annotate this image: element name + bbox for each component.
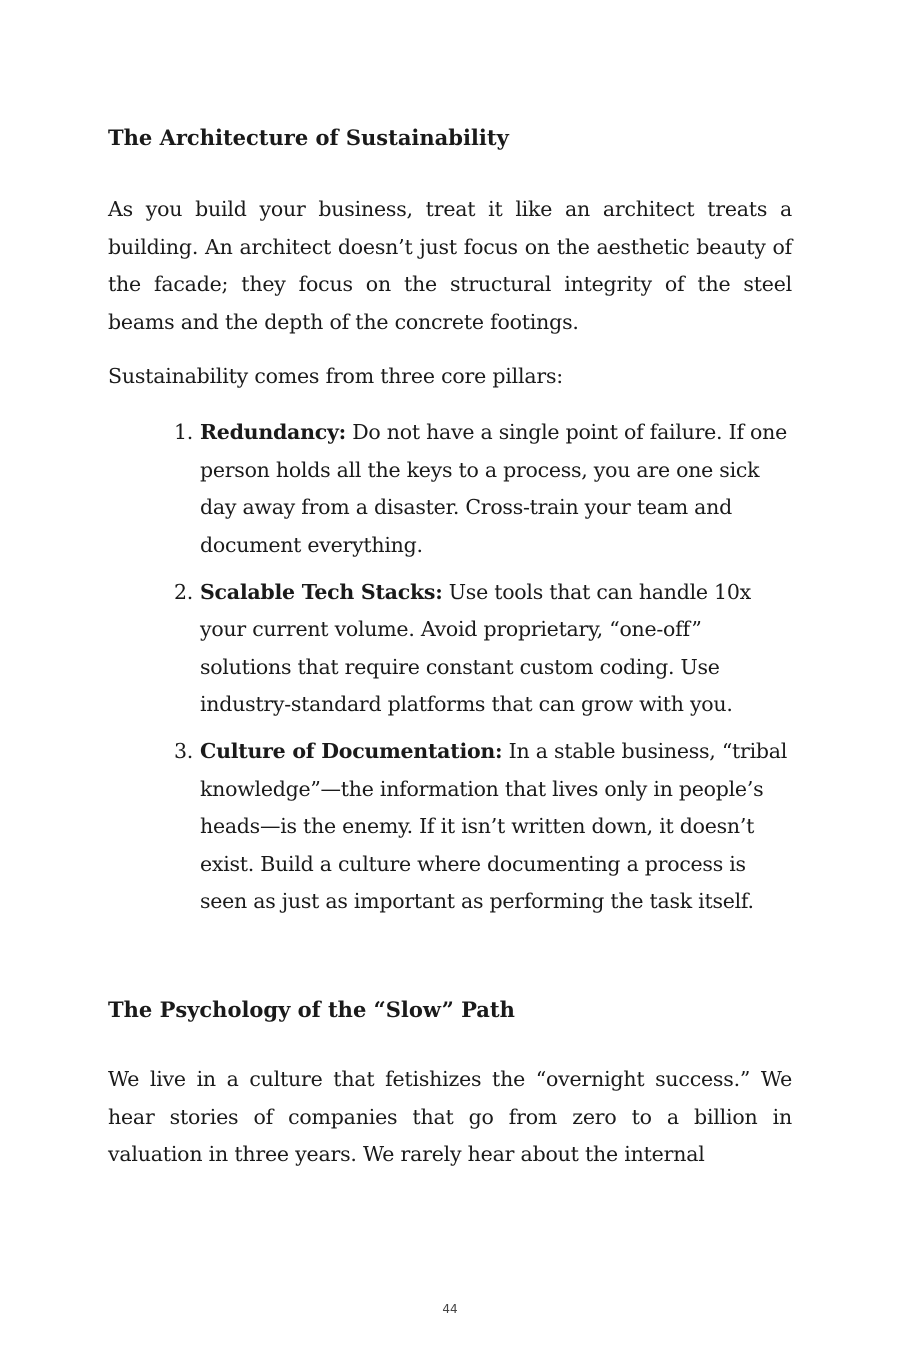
- list-item: [108, 414, 792, 564]
- list-item-title: Redundancy:: [200, 420, 346, 444]
- section-heading: The Architecture of Sustainability: [108, 125, 509, 150]
- list-item: [108, 733, 792, 921]
- list-item-title: Scalable Tech Stacks:: [200, 579, 443, 604]
- pillars-list: [108, 414, 792, 930]
- page-number: 44: [442, 1302, 458, 1316]
- list-item-text: Do not have a single point of failure. If one person holds all the keys to a process, you are one sick day away from a disaster. Cross-train your team and document everything.: [200, 420, 787, 557]
- list-item-number: 2.: [174, 579, 194, 604]
- body-paragraph: We live in a culture that fetishizes the “overnight success.” We hear stories of companies that go from zero to a billion in valuation in three years. We rarely hear about the internal: [108, 1067, 792, 1166]
- list-item-number: 1.: [174, 420, 194, 444]
- body-paragraph: Sustainability comes from three core pillars:: [108, 364, 563, 388]
- list-item: [108, 574, 792, 724]
- list-item-title: Culture of Documentation:: [200, 739, 503, 763]
- section-heading: The Psychology of the “Slow” Path: [108, 997, 515, 1022]
- body-paragraph: As you build your business, treat it like an architect treats a building. An architect doesn’t just focus on the aesthetic beauty of the facade; they focus on the structural integrity of the steel beams and the depth of the concrete footings.: [108, 197, 792, 334]
- list-item-text: Use tools that can handle 10x your current volume. Avoid proprietary, “one-off” solutions that require constant custom coding. Use industry-standard platforms that can grow with you.: [200, 579, 751, 716]
- list-item-text: In a stable business, “tribal knowledge”—the information that lives only in people’s heads—is the enemy. If it isn’t written down, it doesn’t exist. Build a culture where documenting a process is seen as just as important as performing the task itself.: [200, 739, 788, 913]
- list-item-number: 3.: [174, 739, 194, 763]
